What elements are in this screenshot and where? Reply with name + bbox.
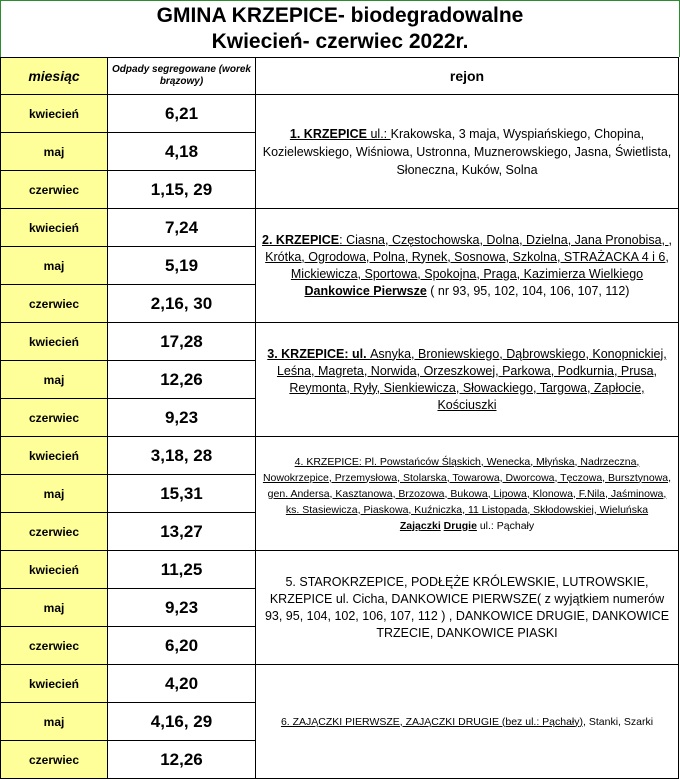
column-header-region: rejon [256,58,679,95]
dates-cell: 3,18, 28 [108,437,256,475]
dates-cell: 12,26 [108,361,256,399]
region-prefix: : [358,455,365,468]
region-extra-title-a: Zajączki [399,519,441,532]
region-title: 3. KRZEPICE [267,346,345,361]
region-extra-text: ( nr 93, 95, 102, 104, 106, 107, 112) [426,283,630,298]
dates-cell: 6,20 [108,627,256,665]
region-cell-5 [256,551,679,665]
month-cell: kwiecień [1,323,108,361]
region-cell-4 [256,437,679,551]
dates-cell: 1,15, 29 [108,171,256,209]
page-subtitle: Kwiecień- czerwiec 2022r. [211,30,469,53]
region-streets: Krakowska, 3 maja, Wyspiańskiego, Chopina, Kozielewskiego, Wiśniowa, Ustronna, Muznerowskiego, Jasna, Świetlista, Słoneczna, Kuków, Solna [262,126,672,177]
region-cell-6 [256,665,679,779]
column-header-value: Odpady segregowane (worek brązowy) [108,58,256,95]
dates-cell: 17,28 [108,323,256,361]
table-row [1,95,679,133]
month-cell: maj [1,703,108,741]
month-cell: czerwiec [1,399,108,437]
region-text: 5. STAROKRZEPICE, PODŁĘŻE KRÓLEWSKIE, LUTROWSKIE, KRZEPICE ul. Cicha, DANKOWICE PIERWSZE( z wyjątkiem numerów 93, 95, 104, 102, 106, 107, 112 ) , DANKOWICE DRUGIE, DANKOWICE TRZECIE, DANKOWICE PIASKI [264,574,670,640]
region-cell-2 [256,209,679,323]
dates-cell: 4,16, 29 [108,703,256,741]
month-cell: maj [1,589,108,627]
month-cell: maj [1,475,108,513]
dates-cell: 5,19 [108,247,256,285]
schedule-table [0,57,679,779]
region-prefix: : [339,232,347,247]
region-extra-text: ul.: Pąchały [476,519,535,532]
region-extra-title: Dankowice Pierwsze [304,283,427,298]
dates-cell: 4,18 [108,133,256,171]
dates-cell: 12,26 [108,741,256,779]
month-cell: czerwiec [1,171,108,209]
region-tail: , Stanki, Szarki [583,715,654,728]
month-cell: maj [1,361,108,399]
region-text: (bez ul.: Pąchały) [498,715,584,728]
region-cell-1 [256,95,679,209]
region-title: 4. KRZEPICE [294,455,359,468]
dates-cell: 9,23 [108,399,256,437]
month-cell: czerwiec [1,627,108,665]
month-cell: kwiecień [1,437,108,475]
table-row [1,551,679,589]
region-streets: Ciasna, Częstochowska, Dolna, Dzielna, Jana Pronobisa, , Krótka, Ogrodowa, Polna, Rynek, Sosnowa, Szkolna, STRAŻACKA 4 i 6, Mickiewicza, Sportowa, Spokojna, Praga, Kazimierza Wielkiego [265,232,672,281]
dates-cell: 11,25 [108,551,256,589]
month-cell: maj [1,247,108,285]
dates-cell: 15,31 [108,475,256,513]
region-title: 6. ZAJĄCZKI PIERWSZE, ZAJĄCZKI DRUGIE [280,715,499,728]
dates-cell: 2,16, 30 [108,285,256,323]
dates-cell: 7,24 [108,209,256,247]
column-header-month: miesiąc [1,58,108,95]
month-cell: maj [1,133,108,171]
month-cell: kwiecień [1,665,108,703]
region-title: 1. KRZEPICE [289,126,367,141]
month-cell: czerwiec [1,513,108,551]
page-header [0,0,680,57]
month-cell: kwiecień [1,95,108,133]
region-streets: Pl. Powstańców Śląskich, Wenecka, Młyńska, Nadrzeczna, Nowokrzepice, Przemysłowa, Stolarska, Towarowa, Dworcowa, Tęczowa, Bursztynowa, gen. Andersa, Kasztanowa, Brzozowa, Bukowa, Lipowa, Klonowa, F.Nila, Jaśminowa, ks. Stasiewicza, Piaskowa, Kuźniczka, 11 Listopada, Skłodowskiej, Wieluńska [262,455,672,516]
table-row [1,665,679,703]
dates-cell: 4,20 [108,665,256,703]
month-cell: kwiecień [1,209,108,247]
month-cell: kwiecień [1,551,108,589]
table-row [1,209,679,247]
region-streets: Asnyka, Broniewskiego, Dąbrowskiego, Konopnickiej, Leśna, Magreta, Norwida, Orzeszkowej, Parkowa, Podkurnia, Prusa, Reymonta, Ryły, Sienkiewicza, Słowackiego, Targowa, Zapłocie, Kościuszki [276,346,667,412]
region-extra-title-b: Drugie [443,519,477,532]
dates-cell: 6,21 [108,95,256,133]
month-cell: czerwiec [1,285,108,323]
region-title: 2. KRZEPICE [262,232,340,247]
dates-cell: 9,23 [108,589,256,627]
month-cell: czerwiec [1,741,108,779]
table-row [1,323,679,361]
table-row [1,437,679,475]
region-prefix: ul.: [367,126,391,141]
page-title: GMINA KRZEPICE- biodegradowalne [156,4,524,27]
dates-cell: 13,27 [108,513,256,551]
region-cell-3 [256,323,679,437]
region-prefix: : ul. [344,346,371,361]
table-header-row [1,58,679,95]
